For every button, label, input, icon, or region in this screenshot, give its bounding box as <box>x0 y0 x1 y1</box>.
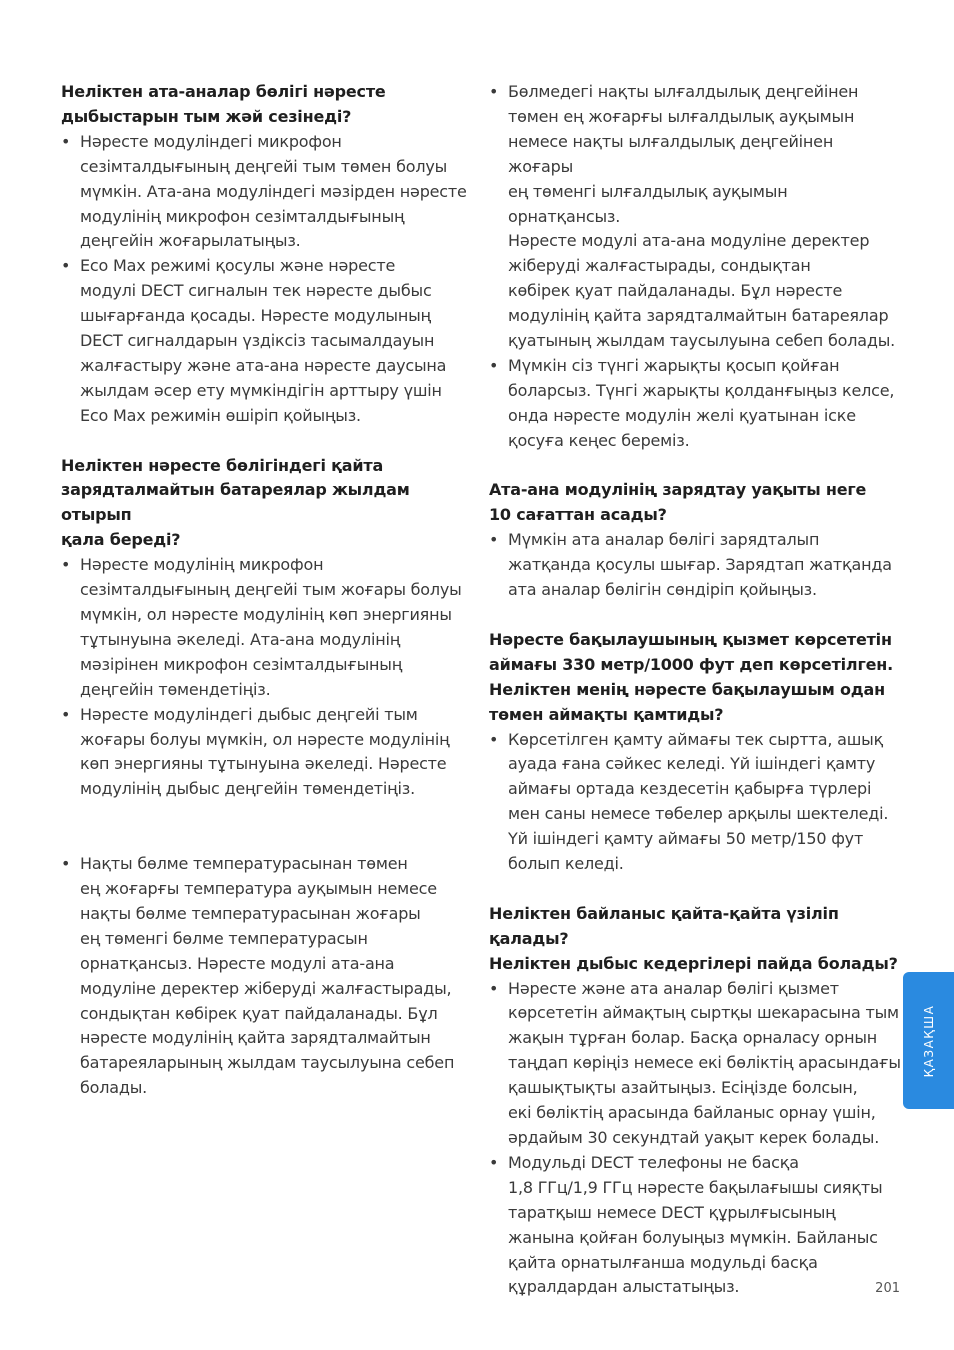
answer-line: ең төменгі ылғалдылық ауқымын орнатқансыз. <box>508 181 788 226</box>
answer-line: болады. <box>80 1078 148 1098</box>
answer-list <box>489 977 901 1301</box>
faq-question <box>489 478 901 528</box>
answer-line: таратқыш немесе DECT құрылғысының <box>508 1202 836 1222</box>
left-column <box>61 80 473 1101</box>
answer-list <box>61 553 473 802</box>
answer-line: төмен ең жоғарғы ылғалдылық ауқымын <box>508 106 855 126</box>
answer-line: Нәресте модуліндегі дыбыс деңгейі тым <box>80 704 418 724</box>
answer-item: • Нәресте және ата аналар бөлігі қызмет көрсететін аймақтың сыртқы шекарасына тым жақын тұрған болар. Басқа орналасу орнын таңдап көріңіз немесе екі бөліктің арасындағы қашықтықты азайтыңыз. Есіңізде болсын, екі бөліктің арасында байланыс орнау үшін, әрдайым 30 секундтай уақыт керек болады. <box>489 977 901 1151</box>
answer-line: қосуға кеңес береміз. <box>508 430 690 450</box>
answer-line: жанына қойған болуыңыз мүмкін. Байланыс <box>508 1227 878 1247</box>
answer-line: батареяларының жылдам таусылуына себеп <box>80 1053 455 1073</box>
answer-line: ең жоғарғы температура ауқымын немесе <box>80 878 437 898</box>
answer-line: жалғастыру және ата-ана нәресте даусына <box>80 355 447 375</box>
answer-line: Нәресте модулінің микрофон <box>80 555 324 575</box>
answer-line: модулінің микрофон сезімталдығының <box>80 206 405 226</box>
heading-line: Неліктен нәресте бөлігіндегі қайта <box>61 455 384 475</box>
heading-line: дыбыстарын тым жәй сезінеді? <box>61 106 352 126</box>
spacer <box>489 454 901 479</box>
answer-line: мүмкін, ол нәресте модулінің көп энергияны <box>80 605 452 625</box>
answer-line: қайта орнатылғанша модульді басқа <box>508 1252 818 1272</box>
answer-item: • Eco Max режимі қосулы және нәресте модулі DECT сигналын тек нәресте дыбыс шығарғанда қосады. Нәресте модулының DECT сигналдарын үздіксіз тасымалдауын жалғастыру және ата-ана нәресте даусына жылдам әсер ету мүмкіндігін арттыру үшін Eco Max режимін өшіріп қойыңыз. <box>61 254 473 428</box>
answer-line: қашықтықты азайтыңыз. Есіңізде болсын, <box>508 1078 858 1098</box>
answer-line: Бөлмедегі нақты ылғалдылық деңгейінен <box>508 82 859 101</box>
faq-section <box>489 478 901 603</box>
spacer <box>61 802 473 852</box>
heading-line: төмен аймақты қамтиды? <box>489 704 724 724</box>
heading-line: аймағы 330 метр/1000 фут деп көрсетілген. <box>489 654 893 674</box>
answer-line: сезімталдығының деңгейі тым төмен болуы <box>80 156 448 176</box>
answer-item: • Көрсетілген қамту аймағы тек сыртта, ашық ауада ғана сәйкес келеді. Үй ішіндегі қамту аймағы ортада кездесетін қабырға түрлері мен саны немесе төбелер арқылы шектеледі. Үй ішіндегі қамту аймағы 50 метр/150 фут болып келеді. <box>489 728 901 877</box>
heading-line: зарядталмайтын батареялар жылдам отырып <box>61 480 410 525</box>
language-tab <box>903 972 954 1109</box>
answer-line: Мүмкін ата аналар бөлігі зарядталып <box>508 530 820 550</box>
answer-line: DECT сигналдарын үздіксіз тасымалдауын <box>80 331 435 351</box>
faq-question <box>489 628 901 728</box>
answer-line: боларсыз. Түнгі жарықты қолданғыңыз келсе, <box>508 380 895 400</box>
answer-item: • Нәресте модуліндегі дыбыс деңгейі тым жоғары болуы мүмкін, ол нәресте модулінің көп энергияны тұтынуына әкеледі. Нәресте модулінің дыбыс деңгейін төмендетіңіз. <box>61 703 473 803</box>
language-tab-label: ҚАЗАҚША <box>921 1004 936 1077</box>
faq-question <box>61 80 473 130</box>
answer-line: модулінің дыбыс деңгейін төмендетіңіз. <box>80 779 415 799</box>
heading-line: Неліктен менің нәресте бақылаушым одан <box>489 679 885 699</box>
heading-line: Нәресте бақылаушының қызмет көрсететін <box>489 629 892 649</box>
answer-line: Нәресте модулі ата-ана модуліне деректер <box>508 231 870 251</box>
answer-line: аймағы ортада кездесетін қабырға түрлері <box>508 779 872 799</box>
answer-line: көрсететін аймақтың сыртқы шекарасына тым <box>508 1003 899 1023</box>
answer-line: нәресте модулінің қайта зарядталмайтын <box>80 1028 431 1048</box>
answer-line: Нәресте модуліндегі микрофон <box>80 131 342 151</box>
answer-list <box>61 130 473 429</box>
answer-item: • Мүмкін ата аналар бөлігі зарядталып жатқанда қосулы шығар. Зарядтап жатқанда ата аналар бөлігін сөндіріп қойыңыз. <box>489 528 901 603</box>
answer-line: нақты бөлме температурасынан жоғары <box>80 903 421 923</box>
answer-line: орнатқансыз. Нәресте модулі ата-ана <box>80 953 395 973</box>
answer-line: деңгейін жоғарылатыңыз. <box>80 231 301 251</box>
page-number: 201 <box>875 1281 900 1296</box>
answer-line: Модульді DECT телефоны не басқа <box>508 1152 799 1172</box>
heading-line: Ата-ана модулінің зарядтау уақыты неге <box>489 480 867 500</box>
answer-list <box>61 852 473 1101</box>
answer-line: көп энергияны тұтынуына әкеледі. Нәресте <box>80 754 447 774</box>
answer-line: ата аналар бөлігін сөндіріп қойыңыз. <box>508 580 817 600</box>
answer-line: мен саны немесе төбелер арқылы шектеледі. <box>508 804 889 824</box>
answer-line: модуліне деректер жіберуді жалғастырады, <box>80 978 452 998</box>
answer-line: ауада ғана сәйкес келеді. Үй ішіндегі қамту <box>508 754 876 774</box>
answer-line: мүмкін. Ата-ана модуліндегі мәзірден нәресте <box>80 181 467 201</box>
answer-item: • Нәресте модуліндегі микрофон сезімталдығының деңгейі тым төмен болуы мүмкін. Ата-ана модуліндегі мәзірден нәресте модулінің микрофон сезімталдығының деңгейін жоғарылатыңыз. <box>61 130 473 255</box>
answer-line: ең төменгі бөлме температурасын <box>80 928 368 948</box>
answer-line: әрдайым 30 секундтай уақыт керек болады. <box>508 1128 880 1148</box>
faq-section <box>489 628 901 877</box>
answer-item: • Бөлмедегі нақты ылғалдылық деңгейінен төмен ең жоғарғы ылғалдылық ауқымын немесе нақты ылғалдылық деңгейінен жоғары ең төменгі ылғалдылық ауқымын орнатқансыз. Нәресте модулі ата-ана модуліне деректер жіберуді жалғастырады, сондықтан көбірек қуат пайдаланады. Бұл нәресте модулінің қайта зарядталмайтын батареялар қуатының жылдам таусылуына себеп болады. <box>489 80 901 354</box>
answer-line: таңдап көріңіз немесе екі бөліктің арасындағы <box>508 1053 901 1073</box>
answer-line: модулінің қайта зарядталмайтын батареялар <box>508 306 889 326</box>
right-column <box>489 80 901 1300</box>
heading-line: Неліктен байланыс қайта-қайта үзіліп қалады? <box>489 903 839 948</box>
answer-line: жіберуді жалғастырады, сондықтан <box>508 256 811 276</box>
answer-line: Нәресте және ата аналар бөлігі қызмет <box>508 978 839 998</box>
answer-line: болып келеді. <box>508 854 624 874</box>
answer-item: • Нәресте модулінің микрофон сезімталдығының деңгейі тым жоғары болуы мүмкін, ол нәресте модулінің көп энергияны тұтынуына әкеледі. Ата-ана модулінің мәзірінен микрофон сезімталдығының деңгейін төмендетіңіз. <box>61 553 473 702</box>
answer-line: деңгейін төмендетіңіз. <box>80 679 271 699</box>
spacer <box>489 603 901 628</box>
answer-item: • Мүмкін сіз түнгі жарықты қосып қойған боларсыз. Түнгі жарықты қолданғыңыз келсе, онда нәресте модулін желі қуатынан іске қосуға кеңес береміз. <box>489 354 901 454</box>
answer-line: 1,8 ГГц/1,9 ГГц нәресте бақылағышы сияқты <box>508 1177 883 1197</box>
faq-section <box>61 852 473 1101</box>
answer-line: Нақты бөлме температурасынан төмен <box>80 854 408 874</box>
answer-line: екі бөліктің арасында байланыс орнау үшін, <box>508 1103 876 1123</box>
answer-line: көбірек қуат пайдаланады. Бұл нәресте <box>508 281 843 301</box>
spacer <box>489 877 901 902</box>
answer-line: құралдардан алыстатыңыз. <box>508 1277 740 1297</box>
answer-line: онда нәресте модулін желі қуатынан іске <box>508 405 856 425</box>
answer-line: жылдам әсер ету мүмкіндігін арттыру үшін <box>80 380 442 400</box>
answer-line: сезімталдығының деңгейі тым жоғары болуы <box>80 580 462 600</box>
answer-line: немесе нақты ылғалдылық деңгейінен жоғары <box>508 131 834 176</box>
answer-line: мәзірінен микрофон сезімталдығының <box>80 654 403 674</box>
heading-line: Неліктен ата-аналар бөлігі нәресте <box>61 82 386 101</box>
heading-line: қала береді? <box>61 530 181 550</box>
answer-line: Үй ішіндегі қамту аймағы 50 метр/150 фут <box>508 829 864 849</box>
answer-item: • Модульді DECT телефоны не басқа 1,8 ГГц/1,9 ГГц нәресте бақылағышы сияқты таратқыш немесе DECT құрылғысының жанына қойған болуыңыз мүмкін. Байланыс қайта орнатылғанша модульді басқа құралдардан алыстатыңыз. <box>489 1151 901 1300</box>
answer-line: Eco Max режимін өшіріп қойыңыз. <box>80 405 361 425</box>
answer-list <box>489 728 901 877</box>
answer-line: сондықтан көбірек қуат пайдаланады. Бұл <box>80 1003 438 1023</box>
answer-line: жақын тұрған болар. Басқа орналасу орнын <box>508 1028 878 1048</box>
faq-section <box>489 902 901 1301</box>
faq-section <box>489 80 901 454</box>
spacer <box>61 429 473 454</box>
answer-item: • Нақты бөлме температурасынан төмен ең жоғарғы температура ауқымын немесе нақты бөлме температурасынан жоғары ең төменгі бөлме температурасын орнатқансыз. Нәресте модулі ата-ана модуліне деректер жіберуді жалғастырады, сондықтан көбірек қуат пайдаланады. Бұл нәресте модулінің қайта зарядталмайтын батареяларының жылдам таусылуына себеп болады. <box>61 852 473 1101</box>
answer-list <box>489 528 901 603</box>
answer-line: тұтынуына әкеледі. Ата-ана модулінің <box>80 629 401 649</box>
answer-list <box>489 80 901 454</box>
answer-line: қуатының жылдам таусылуына себеп болады. <box>508 331 896 351</box>
heading-line: 10 сағаттан асады? <box>489 505 667 525</box>
answer-line: Eco Max режимі қосулы және нәресте <box>80 256 396 276</box>
faq-question <box>489 902 901 977</box>
answer-line: шығарғанда қосады. Нәресте модулының <box>80 306 431 326</box>
answer-line: Мүмкін сіз түнгі жарықты қосып қойған <box>508 355 840 375</box>
faq-section <box>61 80 473 429</box>
answer-line: жатқанда қосулы шығар. Зарядтап жатқанда <box>508 555 892 575</box>
faq-section <box>61 454 473 803</box>
heading-line: Неліктен дыбыс кедергілері пайда болады? <box>489 953 898 973</box>
answer-line: жоғары болуы мүмкін, ол нәресте модулінің <box>80 729 450 749</box>
answer-line: модулі DECT сигналын тек нәресте дыбыс <box>80 281 432 301</box>
answer-line: Көрсетілген қамту аймағы тек сыртта, ашық <box>508 729 884 749</box>
faq-question <box>61 454 473 554</box>
